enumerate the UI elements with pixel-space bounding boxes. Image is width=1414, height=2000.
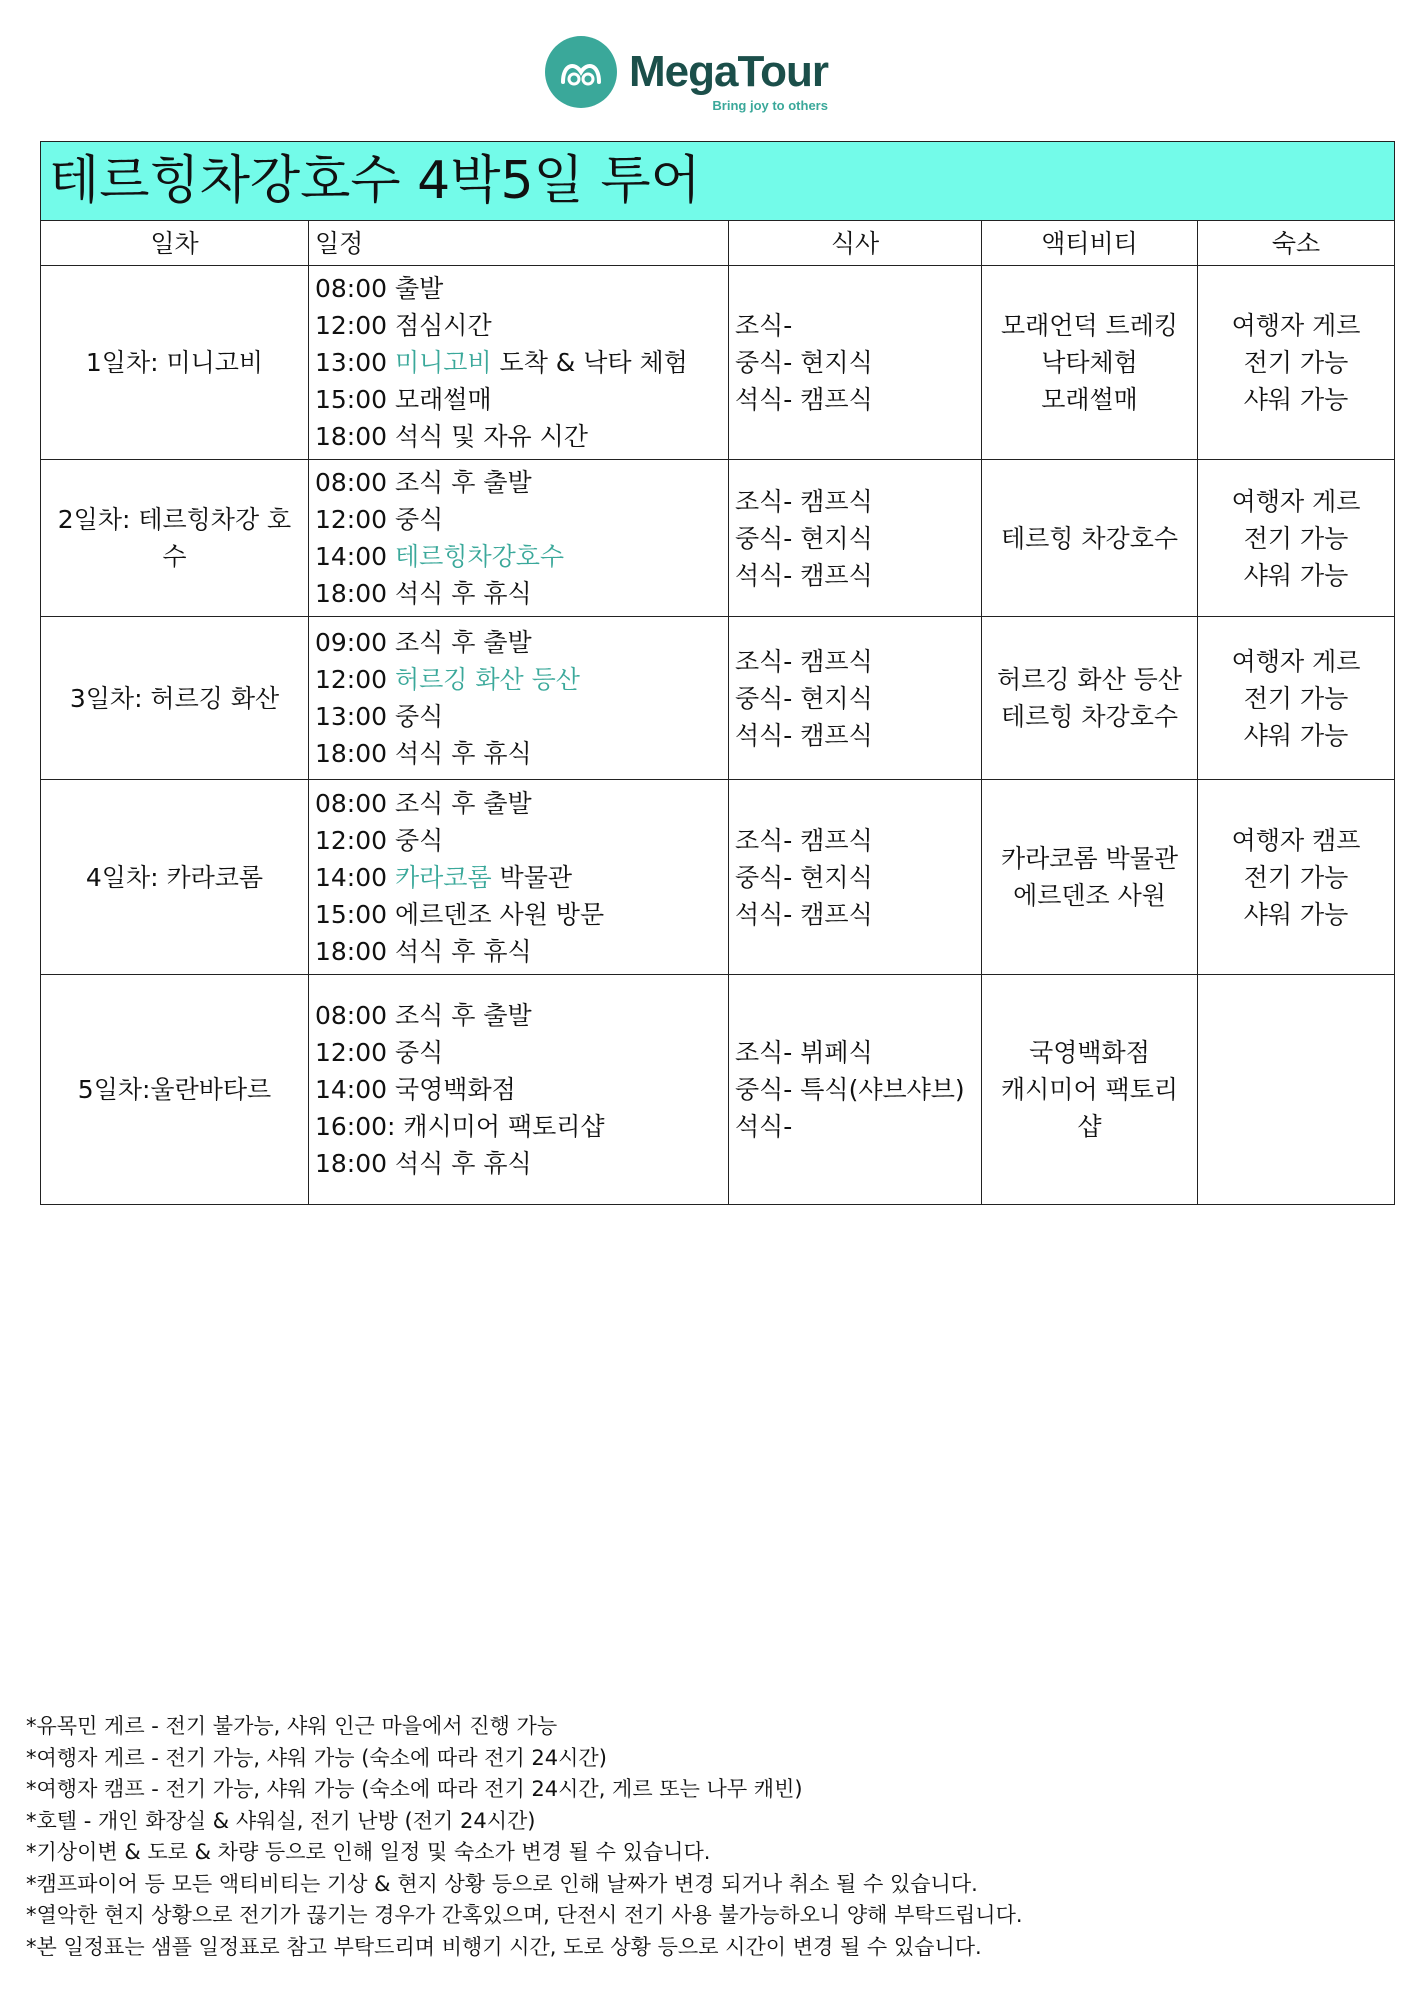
schedule-text: 국영백화점	[395, 1075, 516, 1104]
schedule-time: 13:00	[315, 348, 395, 377]
meal-line: 조식- 뷔페식	[735, 1038, 873, 1067]
schedule-line	[315, 1108, 722, 1145]
table-row	[41, 617, 1395, 780]
schedule-cell	[309, 975, 729, 1205]
schedule-line	[315, 698, 722, 735]
lodging-line: 샤워 가능	[1243, 720, 1349, 750]
schedule-line	[315, 270, 722, 307]
schedule-line	[315, 1034, 722, 1071]
lodging-line: 샤워 가능	[1243, 899, 1349, 929]
header-meal: 식사	[729, 221, 982, 266]
lodging-line: 여행자 게르	[1231, 311, 1361, 340]
schedule-line	[315, 624, 722, 661]
note-item: *캠프파이어 등 모든 액티비티는 기상 & 현지 상황 등으로 인해 날짜가 변경 되거나 취소 될 수 있습니다.	[26, 1871, 978, 1896]
schedule-cell	[309, 266, 729, 460]
schedule-text: 모래썰매	[395, 385, 492, 414]
schedule-time: 08:00	[315, 274, 395, 303]
activity-line: 모래언덕 트레킹	[1001, 311, 1178, 340]
schedule-line	[315, 997, 722, 1034]
schedule-line	[315, 822, 722, 859]
brand-logo	[545, 32, 828, 112]
activity-line: 모래썰매	[1041, 385, 1138, 414]
lodging-cell	[1198, 780, 1395, 975]
schedule-text: 조식 후 출발	[395, 468, 532, 497]
schedule-line	[315, 538, 722, 575]
lodging-cell	[1198, 460, 1395, 617]
meal-line: 조식- 캠프식	[735, 646, 873, 676]
schedule-time: 15:00	[315, 385, 395, 414]
notes-list	[26, 1711, 1023, 1963]
schedule-line	[315, 735, 722, 772]
schedule-text: 석식 후 휴식	[395, 579, 532, 608]
schedule-line	[315, 307, 722, 344]
header-lodging: 숙소	[1198, 221, 1395, 266]
meal-cell	[729, 780, 982, 975]
schedule-time: 18:00	[315, 936, 395, 966]
activity-line: 테르힝 차강호수	[1001, 702, 1178, 731]
note-item: *열악한 현지 상황으로 전기가 끊기는 경우가 간혹있으며, 단전시 전기 사용 불가능하오니 양해 부탁드립니다.	[26, 1903, 1023, 1927]
note-item: *여행자 캠프 - 전기 가능, 샤워 가능 (숙소에 따라 전기 24시간, 게르 또는 나무 캐빈)	[26, 1777, 803, 1801]
day-cell: 4일차: 카라코롬	[41, 780, 309, 975]
schedule-time: 12:00	[315, 665, 395, 694]
schedule-line	[315, 418, 722, 455]
schedule-line	[315, 933, 722, 970]
table-row	[41, 460, 1395, 617]
meal-line: 중식- 현지식	[735, 683, 873, 713]
schedule-line	[315, 501, 722, 538]
lodging-cell	[1198, 617, 1395, 780]
schedule-time: 12:00	[315, 825, 395, 855]
schedule-text: 석식 후 휴식	[395, 936, 532, 966]
schedule-text: 석식 후 휴식	[395, 739, 532, 768]
schedule-time: 18:00	[315, 739, 395, 768]
table-row	[41, 975, 1395, 1205]
schedule-line	[315, 896, 722, 933]
schedule-time: 14:00	[315, 1075, 395, 1104]
schedule-time: 16:00:	[315, 1112, 404, 1141]
schedule-time: 18:00	[315, 422, 395, 451]
activity-line: 테르힝 차강호수	[1001, 523, 1178, 553]
schedule-line	[315, 661, 722, 698]
schedule-time: 14:00	[315, 542, 395, 571]
meal-line: 중식- 현지식	[735, 348, 873, 377]
schedule-highlight: 미니고비	[395, 348, 492, 377]
megatour-logo-icon	[545, 36, 617, 108]
meal-line: 중식- 현지식	[735, 862, 873, 892]
lodging-line: 여행자 게르	[1231, 486, 1361, 516]
lodging-line: 여행자 캠프	[1231, 825, 1361, 855]
note-item: *본 일정표는 샘플 일정표로 참고 부탁드리며 비행기 시간, 도로 상황 등으로 시간이 변경 될 수 있습니다.	[26, 1934, 982, 1959]
meal-line: 중식- 현지식	[735, 523, 873, 553]
schedule-text: 도착 & 낙타 체험	[491, 348, 688, 377]
meal-line: 조식-	[735, 311, 793, 340]
schedule-line	[315, 859, 722, 896]
lodging-cell	[1198, 266, 1395, 460]
table-row	[41, 780, 1395, 975]
schedule-line	[315, 575, 722, 612]
activity-cell	[982, 780, 1198, 975]
activity-cell	[982, 266, 1198, 460]
schedule-cell	[309, 780, 729, 975]
day-cell: 5일차:울란바타르	[41, 975, 309, 1205]
schedule-text: 조식 후 출발	[395, 1001, 532, 1030]
meal-line: 석식- 캠프식	[735, 720, 873, 750]
schedule-time: 12:00	[315, 1038, 395, 1067]
schedule-text: 중식	[395, 702, 444, 731]
day-cell: 2일차: 테르힝차강 호수	[41, 460, 309, 617]
schedule-time: 08:00	[315, 788, 395, 818]
schedule-time: 12:00	[315, 311, 395, 340]
schedule-text: 캐시미어 팩토리샵	[403, 1112, 605, 1141]
note-item: *호텔 - 개인 화장실 & 샤워실, 전기 난방 (전기 24시간)	[26, 1808, 536, 1833]
table-header	[41, 221, 1395, 266]
meal-line: 조식- 캠프식	[735, 825, 873, 855]
note-item: *유목민 게르 - 전기 불가능, 샤워 인근 마을에서 진행 가능	[26, 1714, 558, 1738]
meal-line: 석식-	[735, 1112, 793, 1141]
lodging-cell	[1198, 975, 1395, 1205]
schedule-line	[315, 1145, 722, 1182]
table-row	[41, 266, 1395, 460]
schedule-text: 점심시간	[395, 311, 492, 340]
table-body	[41, 266, 1395, 1205]
schedule-text: 석식 후 휴식	[395, 1149, 532, 1178]
meal-line: 석식- 캠프식	[735, 899, 873, 929]
activity-line: 국영백화점	[1029, 1038, 1150, 1067]
schedule-cell	[309, 460, 729, 617]
day-cell: 3일차: 허르깅 화산	[41, 617, 309, 780]
schedule-line	[315, 344, 722, 381]
activity-line: 캐시미어 팩토리	[1001, 1075, 1178, 1104]
meal-cell	[729, 266, 982, 460]
meal-line: 중식- 특식(샤브샤브)	[735, 1075, 965, 1104]
activity-cell	[982, 975, 1198, 1205]
schedule-text: 석식 및 자유 시간	[395, 422, 588, 451]
lodging-line: 여행자 게르	[1231, 646, 1361, 676]
meal-line: 석식- 캠프식	[735, 385, 873, 414]
header-activity: 액티비티	[982, 221, 1198, 266]
activity-line: 에르덴조 사원	[1013, 881, 1166, 910]
schedule-time: 09:00	[315, 628, 395, 657]
note-item: *기상이변 & 도로 & 차량 등으로 인해 일정 및 숙소가 변경 될 수 있습니다.	[26, 1840, 711, 1864]
meal-cell	[729, 617, 982, 780]
lodging-line: 전기 가능	[1243, 348, 1349, 377]
schedule-time: 08:00	[315, 468, 395, 497]
schedule-text: 중식	[395, 505, 444, 534]
schedule-time: 15:00	[315, 899, 395, 929]
schedule-time: 18:00	[315, 579, 395, 608]
schedule-time: 12:00	[315, 505, 395, 534]
schedule-text: 에르덴조 사원 방문	[395, 899, 605, 929]
schedule-line	[315, 381, 722, 418]
schedule-time: 13:00	[315, 702, 395, 731]
day-cell: 1일차: 미니고비	[41, 266, 309, 460]
activity-line: 낙타체험	[1041, 348, 1138, 377]
tour-title: 테르힝차강호수 4박5일 투어	[41, 142, 1395, 221]
schedule-line	[315, 1071, 722, 1108]
meal-line: 석식- 캠프식	[735, 560, 873, 590]
brand-name: MegaTour	[629, 47, 828, 96]
schedule-highlight: 허르깅 화산 등산	[395, 665, 580, 694]
activity-line: 샵	[1077, 1112, 1102, 1141]
header-day: 일차	[41, 221, 309, 266]
schedule-line	[315, 464, 722, 501]
schedule-time: 14:00	[315, 862, 395, 892]
schedule-text: 중식	[395, 1038, 444, 1067]
schedule-cell	[309, 617, 729, 780]
lodging-line: 전기 가능	[1243, 523, 1349, 553]
schedule-text: 박물관	[491, 862, 573, 892]
lodging-line: 전기 가능	[1243, 862, 1349, 892]
activity-cell	[982, 460, 1198, 617]
schedule-highlight: 카라코롬	[395, 862, 492, 892]
schedule-time: 18:00	[315, 1149, 395, 1178]
lodging-line: 전기 가능	[1243, 683, 1349, 713]
schedule-text: 조식 후 출발	[395, 628, 532, 657]
schedule-highlight: 테르힝차강호수	[395, 542, 565, 571]
schedule-text: 조식 후 출발	[395, 788, 532, 818]
schedule-text: 출발	[395, 274, 444, 303]
meal-line: 조식- 캠프식	[735, 486, 873, 516]
itinerary-table	[40, 141, 1395, 1205]
brand-tagline: Bring joy to others	[712, 98, 828, 113]
schedule-line	[315, 785, 722, 822]
activity-cell	[982, 617, 1198, 780]
meal-cell	[729, 460, 982, 617]
activity-line: 허르깅 화산 등산	[997, 665, 1182, 694]
schedule-time: 08:00	[315, 1001, 395, 1030]
header-schedule: 일정	[309, 221, 729, 266]
note-item: *여행자 게르 - 전기 가능, 샤워 가능 (숙소에 따라 전기 24시간)	[26, 1745, 607, 1770]
meal-cell	[729, 975, 982, 1205]
lodging-line: 샤워 가능	[1243, 385, 1349, 414]
lodging-line: 샤워 가능	[1243, 560, 1349, 590]
activity-line: 카라코롬 박물관	[1001, 844, 1178, 873]
schedule-text: 중식	[395, 825, 444, 855]
